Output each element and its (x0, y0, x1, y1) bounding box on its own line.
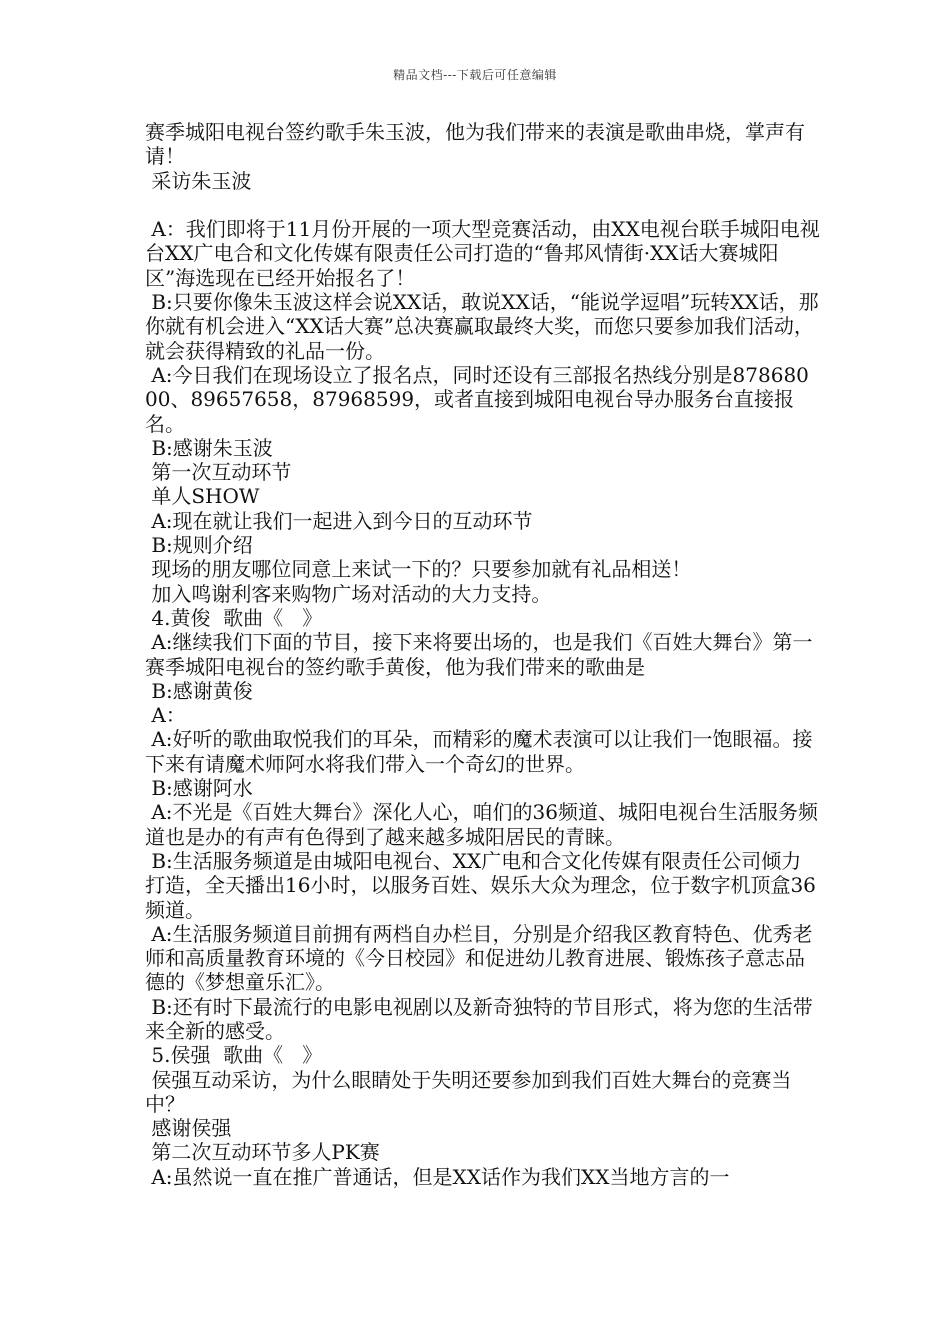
paragraph: B:规则介绍 (145, 533, 253, 558)
paragraph: A:继续我们下面的节目，接下来将要出场的，也是我们《百姓大舞台》第一赛季城阳电视台的签约歌手黄俊，他为我们带来的歌曲是 (145, 630, 813, 679)
paragraph: A:好听的歌曲取悦我们的耳朵，而精彩的魔术表演可以让我们一饱眼福。接下来有请魔术师阿水将我们带入一个奇幻的世界。 (145, 727, 813, 776)
paragraph: 感谢侯强 (145, 1116, 232, 1141)
paragraph: A:今日我们在现场设立了报名点，同时还设有三部报名热线分别是87868000、89657658，87968599，或者直接到城阳电视台导办服务台直接报名。 (145, 362, 809, 436)
paragraph: B:生活服务频道是由城阳电视台、XX广电和合文化传媒有限责任公司倾力打造，全天播出16小时，以服务百姓、娱乐大众为理念，位于数字机顶盒36频道。 (145, 848, 816, 922)
paragraph: A:现在就让我们一起进入到今日的互动环节 (145, 508, 533, 533)
blank-line (145, 193, 820, 217)
paragraph: A:生活服务频道目前拥有两档自办栏目，分别是介绍我区教育特色、优秀老师和高质量教育环境的《今日校园》和促进幼儿教育进展、锻炼孩子意志品德的《梦想童乐汇》。 (145, 921, 813, 995)
paragraph: A:不光是《百姓大舞台》深化人心，咱们的36频道、城阳电视台生活服务频道也是办的有声有色得到了越来越多城阳居民的青睐。 (145, 800, 818, 849)
paragraph: B:感谢阿水 (145, 776, 253, 801)
paragraph: B:感谢黄俊 (145, 678, 253, 703)
paragraph: B:只要你像朱玉波这样会说XX话，敢说XX话，“能说学逗唱”玩转XX话，那你就有机会进入“XX话大赛”总决赛赢取最终大奖，而您只要参加我们活动，就会获得精致的礼品一份。 (145, 290, 819, 363)
paragraph: 加入鸣谢利客来购物广场对活动的大力支持。 (145, 581, 552, 606)
program-item: 5.侯强 歌曲《 》 (145, 1043, 323, 1068)
paragraph: A:虽然说一直在推广普通话，但是XX话作为我们XX当地方言的一 (145, 1164, 730, 1189)
paragraph: 单人SHOW (145, 484, 260, 509)
page-header: 精品文档---下载后可任意编辑 (393, 68, 557, 82)
paragraph: 采访朱玉波 (145, 168, 252, 193)
paragraph: A：我们即将于11月份开展的一项大型竞赛活动，由XX电视台联手城阳电视台XX广电合和文化传媒有限责任公司打造的“鲁邦风情街·XX话大赛城阳区”海选现在已经开始报名了！ (145, 217, 820, 290)
program-item: 4.黄俊 歌曲《 》 (145, 605, 323, 630)
paragraph: 赛季城阳电视台签约歌手朱玉波，他为我们带来的表演是歌曲串烧，掌声有请！ (145, 120, 805, 169)
paragraph: 侯强互动采访，为什么眼睛处于失明还要参加到我们百姓大舞台的竞赛当中？ (145, 1067, 792, 1116)
paragraph: 现场的朋友哪位同意上来试一下的？只要参加就有礼品相送！ (145, 557, 692, 582)
section-heading: 第二次互动环节多人PK赛 (145, 1140, 380, 1165)
paragraph: A： (145, 703, 186, 728)
section-heading: 第一次互动环节 (145, 460, 292, 485)
document-body (145, 120, 820, 1189)
paragraph: B:还有时下最流行的电影电视剧以及新奇独特的节目形式，将为您的生活带来全新的感受。 (145, 994, 813, 1043)
paragraph: B:感谢朱玉波 (145, 435, 273, 460)
